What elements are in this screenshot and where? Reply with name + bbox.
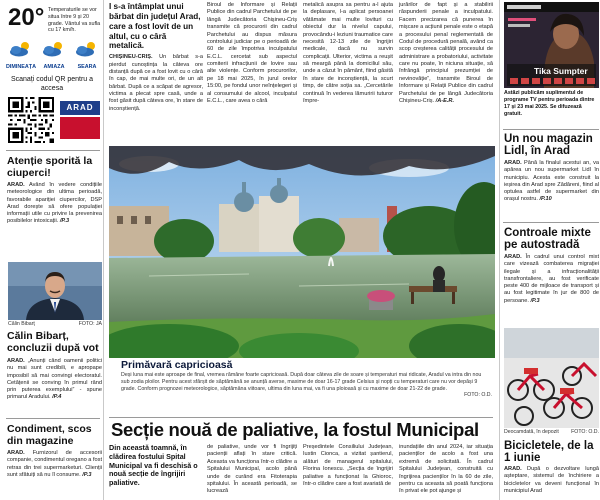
body-text: „Anunți când oamenii politici nu mai sunt credibili, e apropape imposibil să mai convingi electoratul. Cetățenii se conving în primul rând prin puterea exemplului” - spune primarul Aradului. bbox=[7, 358, 102, 401]
lead-column-1 bbox=[109, 2, 203, 113]
body-condiment bbox=[7, 450, 102, 479]
left-column bbox=[0, 0, 104, 500]
caption-text: Deocamdată, în depozit bbox=[504, 429, 559, 435]
headline-bibart[interactable]: Călin Bibarț, concluzii după vot bbox=[7, 330, 99, 354]
lead-headline[interactable]: I s-a întâmplat unui bărbat din județul Arad, care a fost lovit de un altul, cu o câră metalică. bbox=[109, 2, 201, 51]
dateline: ARAD. bbox=[7, 450, 25, 456]
body-ciuperci bbox=[7, 182, 102, 226]
body-text: Un bărbat s-a pierdut cunoștința la câteva ore distanță după ce a fost lovit cu o câră în cap, de mai multe ori, de un alt bărbat. După ce a scăpat de agresor, victima a plecat spre casă, unde a fost găsit după câteva ore, în stare de inconștiență. bbox=[109, 54, 203, 112]
lead-column-2: Biroul de Informare și Relații Publice din cadrul Parchetului de pe lângă Judecătoria Chișineu-Criș transmite că procurorii din cadrul Parchetului au dispus măsura controlului judiciar pe o perioadă de 60 de zile împotriva inculpatului E.C.L. cercetat sub aspectul comiterii infracțiunii de lovire sau alte violențe. Conform procurorilor, pe 18 mai 2025, în jurul orelor 15:00, pe fondul unor neînțelegeri și al consumului de alcool, inculpatul E.C.L., care avea o câră bbox=[207, 2, 297, 104]
tv-caption: Astăzi publicăm suplimentul de programe TV pentru perioada dintre 17 și 23 mai 2025. Se difuzează gratuit. bbox=[504, 90, 595, 117]
body-text: După o dezvoltare lungă așteptare, sistemul de închiriere a bicicletelor va deveni funcțional în municipiul Arad bbox=[504, 466, 599, 494]
paliative-column-1: de paliative, unde vor fi îngrijiți pacienții aflați în stare critică. Aceasta va funcționa într-o clădire a Spitalului Municipal, acolo până unde de curând era Fitoterapia spitalului. În această perioadă, se lucrează bbox=[207, 444, 297, 495]
body-text: Având în vedere condițiile meteorologice din ultima perioadă, favorabile apariției ciupercilor, DSP Arad dorește să ofere populației informații utile cu privire la prevenirea posibilelor intoxicații. bbox=[7, 182, 102, 225]
photo-tv-supplement[interactable] bbox=[504, 2, 599, 88]
tv-cover-name: Tika Sumpter bbox=[534, 66, 588, 76]
cloud-sun-icon bbox=[41, 40, 67, 58]
dateline: CHIȘINEU-CRIȘ. bbox=[109, 54, 153, 61]
page-ref: /A-E.R. bbox=[434, 97, 455, 104]
tv-cover-image bbox=[504, 2, 599, 88]
middle-column bbox=[107, 0, 496, 500]
arad-logo: ARAD bbox=[60, 101, 100, 115]
page-ref: /P.3 bbox=[528, 297, 540, 304]
forecast-evening bbox=[72, 40, 102, 70]
divider bbox=[6, 418, 100, 419]
page-ref: /P.4 bbox=[50, 394, 62, 401]
body-text: Furnizorul de accesorii companie, condimentul oregano a fost retras din trei supermarketuri. Clienții sunt sfătuiți să nu îl consume. bbox=[7, 450, 102, 478]
qr-code[interactable] bbox=[8, 97, 54, 143]
lead-paliative: Din această toamnă, în clădirea fostului Spital Municipal va fi deschisă o nouă secție de îngrijiri paliative. bbox=[109, 443, 198, 488]
dateline: ARAD. bbox=[7, 358, 25, 364]
qr-caption: Scanați codul QR pentru a accesa bbox=[10, 76, 94, 92]
forecast-label: AMIAZA bbox=[43, 64, 65, 70]
park-image bbox=[109, 146, 495, 358]
photo-title[interactable]: Primăvară capricioasă bbox=[121, 359, 233, 371]
headline-controale[interactable]: Controale mixte pe autostradă bbox=[504, 227, 591, 252]
dateline: ARAD. bbox=[504, 466, 522, 472]
body-text: jurărilor de fapt și a stabilirii răspunderii penale a inculpatului. Facem precizarea că punerea în mișcare a acțiunii penale este o etapă a procesului penal reglementată de Codul de procedură penală, având ca scop creșterea calității procesului de administrare a probatoriului, activitate care nu poate, în niciuna situație, să înfrângă principiul prezumției de nevinovăție”, transmite Biroul de Informare și Relații Publice din cadrul Parchetului de pe lângă Judecătoria Chișineu-Criș. bbox=[399, 2, 493, 104]
lead-column-4 bbox=[399, 2, 493, 105]
right-column bbox=[499, 0, 600, 500]
logo-banner bbox=[60, 117, 100, 139]
weather-note: Temperaturile se vor situa între 9 și 20 grade. Vântul va sufla cu 17 km/h. bbox=[48, 7, 101, 34]
forecast-label: DIMINEAȚA bbox=[6, 64, 36, 70]
photo-credit: FOTO: JA bbox=[78, 321, 102, 327]
cloud-sun-icon bbox=[74, 40, 100, 58]
photo-bicycles bbox=[504, 328, 599, 428]
forecast-noon bbox=[39, 40, 69, 70]
photo-caption bbox=[8, 322, 102, 327]
headline-paliative[interactable]: Secție nouă de paliative, la fostul Municipal bbox=[111, 419, 479, 440]
forecast-morning bbox=[6, 40, 36, 70]
photo-credit: FOTO: O.D. bbox=[571, 429, 599, 435]
divider bbox=[109, 417, 493, 418]
page-ref: /P.3 bbox=[80, 471, 92, 478]
forecast-label: SEARA bbox=[77, 64, 97, 70]
headline-lidl[interactable]: Un nou magazin Lidl, în Arad bbox=[504, 133, 593, 158]
body-controale bbox=[504, 254, 599, 305]
photo-caption bbox=[504, 430, 599, 435]
dateline: ARAD. bbox=[504, 254, 522, 260]
headline-bicicletele[interactable]: Bicicletele, de la 1 iunie bbox=[504, 440, 594, 465]
lead-column-3: metalică asupra sa pentru a-l ajuta la deplasare, l-a aplicat persoanei vătămate mai multe lovituri cu obiectul dur la nivelul capului, provocându-i leziuni traumatice care necesită 12-13 zile de îngrijiri medicale, dacă nu survin complicații. Ulterior, victima a reușit să meargă până la domiciliul său, unde a căzut în pământ, fiind găsită în stare de inconștiență, la scurt timp, de către soția sa. „Cercetările continuă în vederea lămuririi tuturor împre- bbox=[303, 2, 393, 104]
photo-caption: Deși luna mai este aproape de final, vremea rămâne foarte capricioasă. După doar câteva zile de soare și temperaturi mai ridicate, Aradul va intra din nou sub zodia ploilor. Pentru acest sfârșit de săptămână se anunță averse, maxime de doar 16-17 grade Celsius și nopți cu temperaturi care nu vor depăși 9 grade. Conform prognozei meteorologice, săptămâna viitoare, ultima din luna mai, va fi una ploioasă și cu maxime de doar 21-22 de grade. bbox=[121, 372, 482, 393]
body-bicicletele bbox=[504, 466, 599, 495]
body-lidl bbox=[504, 160, 599, 204]
headline-ciuperci[interactable]: Atenție sporită la ciuperci! bbox=[7, 155, 93, 179]
divider bbox=[6, 150, 100, 151]
page-ref: /P.10 bbox=[537, 196, 552, 203]
weather-forecast bbox=[6, 40, 102, 70]
paliative-column-2: Președintele Consiliului Județean, Iustin Cionca, a vizitat șantierul, alături de managerul spitalului, Florina Ionescu. „Secția de îngrijiri paliative a funcționat la Ghioroc, într-o clădire care a fost avariată de bbox=[303, 444, 393, 487]
temperature: 20° bbox=[8, 4, 45, 31]
dateline: ARAD. bbox=[7, 182, 25, 188]
divider bbox=[503, 222, 599, 223]
body-text: În cadrul unui control mixt care vizează combaterea migrației ilegale și a infracționalității transfrontaliere, au fost verificate peste 400 de mijloace de transport și au fost legitimate în jur de 800 de persoane. bbox=[504, 254, 599, 304]
photo-credit: FOTO: O.D. bbox=[464, 392, 492, 398]
divider bbox=[503, 129, 599, 130]
photo-park bbox=[109, 146, 495, 358]
dateline: ARAD. bbox=[504, 160, 522, 166]
portrait-image bbox=[8, 262, 102, 320]
photo-bibart bbox=[8, 262, 102, 320]
headline-condiment[interactable]: Condiment, scos din magazine bbox=[7, 423, 92, 447]
body-bibart bbox=[7, 358, 102, 402]
body-text: Până la finalul acestui an, va apărea un nou supermarket Lidl în municipiu. Acesta este construit la ieșirea din Arad spre Zădăreni, fiind al optulea astfel de supermarket din orașul nostru. bbox=[504, 160, 599, 203]
cloud-sun-icon bbox=[8, 40, 34, 58]
page-ref: /P.3 bbox=[58, 218, 70, 225]
caption-name: Călin Bibarț bbox=[8, 321, 35, 327]
paliative-column-3: inundațiile din anul 2024, iar situația pacienților de acolo a fost una extremă de solicitată. În cadrul Spitalului Județean, construită cu îngrijirea pacienților în la 60 de zile, pentru ca aceasta să poată funcționa în privat ele pot ajunge și bbox=[399, 444, 493, 495]
bicycles-image bbox=[504, 328, 599, 428]
